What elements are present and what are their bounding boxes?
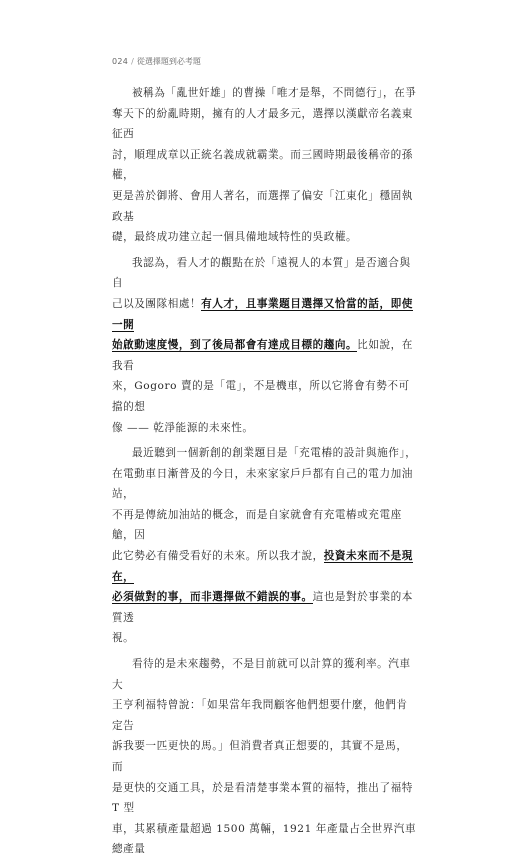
text-line bbox=[112, 418, 418, 439]
paragraph bbox=[112, 443, 418, 649]
header-separator: / bbox=[131, 57, 134, 66]
text-segment: 最近聽到一個新創的創業題目是「充電樁的設計與施作」， bbox=[132, 447, 417, 460]
text-line bbox=[112, 587, 418, 628]
text-segment: 比如說，在我看 bbox=[112, 339, 413, 372]
text-segment: 視。 bbox=[112, 632, 135, 645]
text-line bbox=[112, 443, 418, 464]
text-segment: 我認為，看人才的觀點在於「遠視人的本質」是否適合與自 bbox=[112, 256, 411, 290]
text-segment: 奪天下的紛亂時期，擁有的人才最多元，選擇以漢獻帝名義東征西 bbox=[112, 107, 413, 141]
text-segment: 己以及團隊相處！ bbox=[112, 297, 202, 310]
text-segment: 這也是對於事業的本質透 bbox=[112, 591, 413, 624]
text-line bbox=[112, 335, 418, 376]
text-line bbox=[112, 546, 418, 587]
text-segment: 看待的是未來趨勢，不是目前就可以計算的獲利率。汽車大 bbox=[112, 658, 411, 691]
text-segment: 更是善於御將、會用人著名，而選擇了偏安「江東化」穩固執政基 bbox=[112, 189, 413, 223]
text-segment: 討，順理成章以正統名義成就霸業。而三國時期最後稱帝的孫權， bbox=[112, 148, 413, 182]
page-number: 024 bbox=[112, 57, 129, 66]
text-segment: 像 —— 乾淨能源的未來性。 bbox=[112, 421, 254, 434]
text-line bbox=[112, 628, 418, 649]
running-header bbox=[112, 56, 201, 67]
body-text bbox=[112, 83, 418, 860]
text-segment: 是更快的交通工具，於是看清楚事業本質的福特，推出了福特 T 型 bbox=[112, 781, 413, 815]
text-line bbox=[112, 736, 418, 777]
text-line bbox=[112, 376, 418, 417]
book-title: 從選擇題到必考題 bbox=[136, 57, 201, 66]
text-line bbox=[112, 227, 418, 248]
emphasized-text: 有人才，且事業題目選擇又恰當的話，即使一開 bbox=[112, 297, 413, 331]
text-line bbox=[112, 253, 418, 294]
text-line bbox=[112, 294, 418, 335]
paragraph bbox=[112, 654, 418, 860]
text-line bbox=[112, 819, 418, 860]
text-segment: 來，Gogoro 賣的是「電」，不是機車，所以它將會有勢不可擋的想 bbox=[112, 380, 410, 413]
text-segment: 礎，最終成功建立起一個具備地域特性的吳政權。 bbox=[112, 231, 358, 244]
text-segment: 在電動車日漸普及的今日，未來家家戶戶都有自己的電力加油站， bbox=[112, 467, 413, 501]
text-line bbox=[112, 654, 418, 695]
text-line bbox=[112, 505, 418, 546]
paragraph bbox=[112, 83, 418, 248]
text-line bbox=[112, 83, 418, 104]
paragraph bbox=[112, 253, 418, 438]
text-segment: 王亨利福特曾說：「如果當年我問顧客他們想要什麼，他們肯定告 bbox=[112, 699, 408, 732]
emphasized-text: 始啟動速度慢，到了後局都會有達成目標的趨向。 bbox=[112, 339, 358, 352]
emphasized-text: 投資未來而不是現在， bbox=[112, 550, 413, 583]
text-line bbox=[112, 186, 418, 227]
text-line bbox=[112, 145, 418, 186]
text-segment: 此它勢必有備受看好的未來。所以我才說， bbox=[112, 550, 324, 563]
text-line bbox=[112, 695, 418, 736]
text-line bbox=[112, 778, 418, 819]
text-segment: 不再是傳統加油站的概念，而是自家就會有充電樁或充電座艙，因 bbox=[112, 508, 402, 542]
text-segment: 被稱為「亂世奸雄」的曹操「唯才是舉，不問德行」，在爭 bbox=[132, 87, 417, 99]
text-line bbox=[112, 104, 418, 145]
text-segment: 訴我要一匹更快的馬。」但消費者真正想要的，其實不是馬，而 bbox=[112, 740, 408, 773]
emphasized-text: 必須做對的事，而非選擇做不錯誤的事。 bbox=[112, 591, 313, 604]
text-segment: 車，其累積產量超過 1500 萬輛，1921 年產量占全世界汽車總產量 bbox=[112, 822, 417, 856]
text-line bbox=[112, 464, 418, 505]
